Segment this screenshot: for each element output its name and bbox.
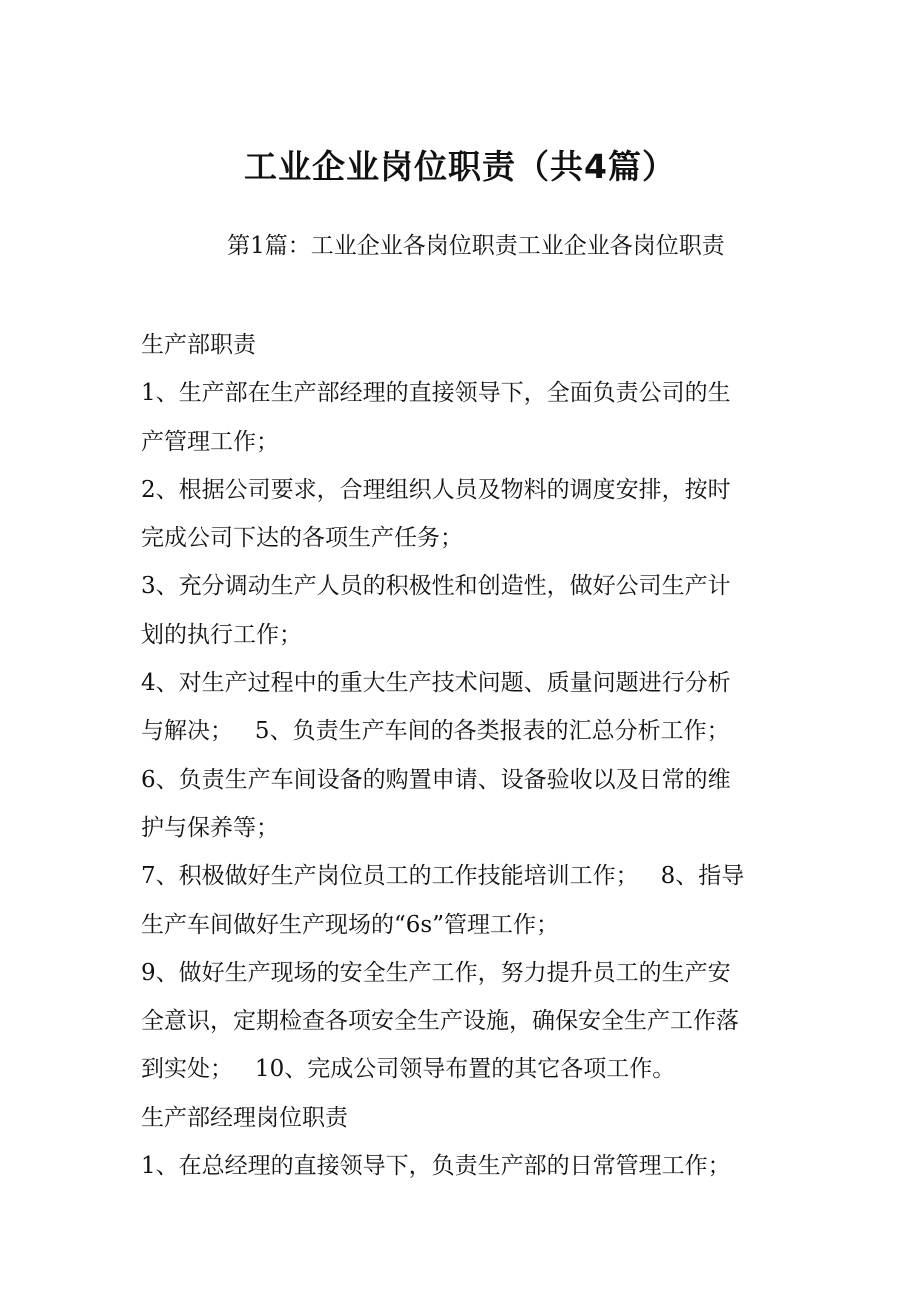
document-title: 工业企业岗位职责（共4篇） [244, 147, 676, 186]
body-line: 9、做好生产现场的安全生产工作，努力提升员工的生产安 [141, 959, 731, 986]
body-line: 到实处； 10、完成公司领导布置的其它各项工作。 [141, 1056, 676, 1083]
body-line: 护与保养等； [141, 814, 279, 841]
body-line: 完成公司下达的各项生产任务； [141, 525, 463, 552]
body-line: 1、在总经理的直接领导下，负责生产部的日常管理工作； [141, 1153, 731, 1180]
body-line: 生产车间做好生产现场的“6s”管理工作； [141, 911, 559, 938]
body-line: 1、生产部在生产部经理的直接领导下，全面负责公司的生 [141, 380, 731, 407]
body-line: 产管理工作； [141, 428, 279, 455]
body-line: 4、对生产过程中的重大生产技术问题、质量问题进行分析 [141, 670, 731, 697]
section-heading-production-manager: 生产部经理岗位职责 [141, 1104, 348, 1131]
body-line: 7、积极做好生产岗位员工的工作技能培训工作； 8、指导 [141, 863, 745, 890]
body-line: 全意识，定期检查各项安全生产设施，确保安全生产工作落 [141, 1008, 739, 1035]
body-line: 与解决； 5、负责生产车间的各类报表的汇总分析工作； [141, 718, 730, 745]
body-line: 3、充分调动生产人员的积极性和创造性，做好公司生产计 [141, 573, 731, 600]
body-line: 2、根据公司要求，合理组织人员及物料的调度安排，按时 [141, 476, 731, 503]
document-body [141, 321, 783, 1190]
body-line: 划的执行工作； [141, 621, 302, 648]
body-line: 6、负责生产车间设备的购置申请、设备验收以及日常的维 [141, 766, 731, 793]
section-heading-production-dept: 生产部职责 [141, 332, 256, 358]
document-subtitle: 第1篇：工业企业各岗位职责工业企业各岗位职责 [227, 233, 725, 259]
